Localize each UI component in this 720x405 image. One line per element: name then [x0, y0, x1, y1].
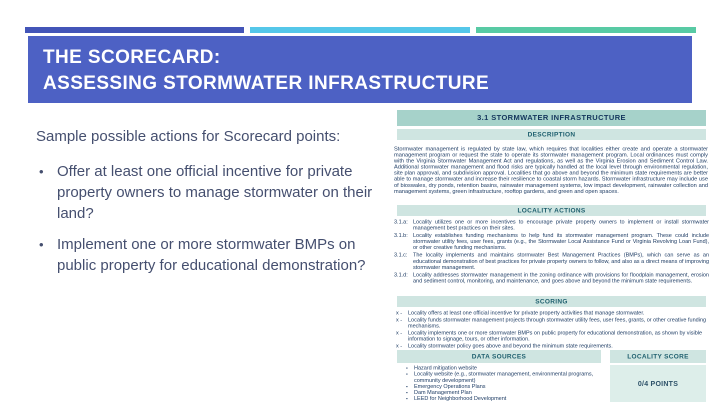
locality-action-row: [394, 252, 709, 270]
scoring-mark: x -: [396, 317, 403, 324]
body-intro-text: Sample possible actions for Scorecard points:: [36, 128, 341, 145]
locality-actions-list: [394, 219, 709, 285]
data-source-item: ▪ Emergency Operations Plans: [406, 383, 596, 389]
data-sources-band: DATA SOURCES: [397, 350, 601, 363]
data-source-item: ▪ Hazard mitigation website: [406, 365, 596, 371]
body-bullet-text: Implement one or more stormwater BMPs on public property for educational demonstration?: [57, 236, 366, 274]
data-sources-list: [406, 365, 596, 402]
body-bullet-list: [36, 161, 388, 276]
scoring-row: [396, 310, 707, 316]
scoring-mark: x -: [396, 310, 403, 316]
scoring-text: Locality implements one or more stormwater BMPs on public property for educational demonstration, as shown by visible information to signage, tours, or other information.: [408, 330, 703, 343]
slide-title-line1: THE SCORECARD:: [43, 47, 221, 68]
action-text: Locality utilizes one or more incentives to encourage private property owners to implement or install stormwater management best practices on their sites.: [413, 219, 709, 232]
body-bullet-text: Offer at least one official incentive for private property owners to manage stormwater on their land?: [57, 163, 373, 222]
data-source-item: ▪ Locality website (e.g., stormwater management, environmental programs, community development): [406, 371, 596, 383]
scoring-mark: x -: [396, 330, 403, 337]
scoring-row: [396, 330, 707, 342]
accent-bar-cyan: [250, 27, 470, 33]
locality-action-row: [394, 272, 709, 284]
locality-action-row: [394, 233, 709, 251]
slide-title-line2: ASSESSING STORMWATER INFRASTRUCTURE: [43, 73, 490, 94]
action-text: The locality implements and maintains stormwater Best Management Practices (BMPs), which can serve as an educational demonstration of best practices for private property owners to follow, and also as a direct means of improving stormwater management.: [413, 252, 709, 271]
bullet-dot-icon: •: [39, 237, 44, 252]
scoring-text: Locality funds stormwater management projects through stormwater utility fees, user fees, grants, or other creative funding mechanisms.: [408, 317, 707, 330]
scoring-row: [396, 343, 707, 349]
scoring-row: [396, 317, 707, 329]
scorecard-inner: [392, 108, 710, 402]
body-bullet-item: [36, 234, 382, 276]
data-source-item: ▪ LEED for Neighborhood Development: [406, 396, 596, 402]
slide-body: [36, 126, 388, 276]
scoring-text: Locality offers at least one official incentive for private property activities that manage stormwater.: [408, 310, 645, 316]
locality-actions-band: LOCALITY ACTIONS: [397, 205, 706, 216]
action-id: 3.1.b:: [394, 232, 408, 239]
scoring-mark: x -: [396, 343, 403, 350]
action-text: Locality addresses stormwater management in the zoning ordinance with provisions for floodplain management, erosion and sediment control, monitoring, and maintenance, and goes above and beyond the minimum state requirements.: [413, 271, 709, 284]
locality-score-band: LOCALITY SCORE: [610, 350, 706, 363]
action-id: 3.1.c:: [394, 252, 408, 259]
data-source-item: ▪ Dam Management Plan: [406, 390, 596, 396]
scoring-list: [396, 310, 707, 350]
scoring-text: Locality stormwater policy goes above and beyond the minimum state requirements.: [408, 343, 613, 350]
body-bullet-item: [36, 161, 382, 224]
bullet-dot-icon: •: [39, 164, 44, 179]
scoring-band: SCORING: [397, 296, 706, 307]
action-id: 3.1.d:: [394, 271, 408, 278]
description-paragraph: Stormwater management is regulated by state law, which requires that localities either create and operate a stormwater management program or request the state to operate its stormwater management program. Local ordinances must comply with the Virginia Stormwater Management Act and regulations, as well as the Virginia Erosion and Sediment Control Law. Additional stormwater management and flood risks are typically handled at the local level through environmental regulation, site plan approval, and subdivision approval. Localities that go above and beyond the minimum state requirements are better able to manage stormwater and increase their resilience to coastal storm hazards. Stormwater infrastructure may include use of bioswales, dry ponds, retention basins, rainwater management systems, low impact development, rainwater collection and management systems, green infrastructure, rooftop gardens, and green and open spaces.: [394, 146, 708, 195]
accent-bar-green: [476, 27, 696, 33]
slide-title-box: [28, 36, 692, 103]
locality-action-row: [394, 219, 709, 231]
scorecard-figure: [392, 108, 710, 402]
accent-bar-indigo: [25, 27, 244, 33]
locality-score-value: 0/4 POINTS: [610, 365, 706, 402]
description-band: DESCRIPTION: [397, 129, 706, 140]
action-text: Locality establishes funding mechanisms to help fund its stormwater management program. These could include stormwater utility fees, user fees, grants (e.g., the Stormwater Local Assistance Fund or Virginia Revolving Loan Fund), or other creative funding mechanisms.: [413, 232, 709, 251]
action-id: 3.1.a:: [394, 219, 408, 225]
scorecard-section-header: 3.1 STORMWATER INFRASTRUCTURE: [397, 110, 706, 126]
